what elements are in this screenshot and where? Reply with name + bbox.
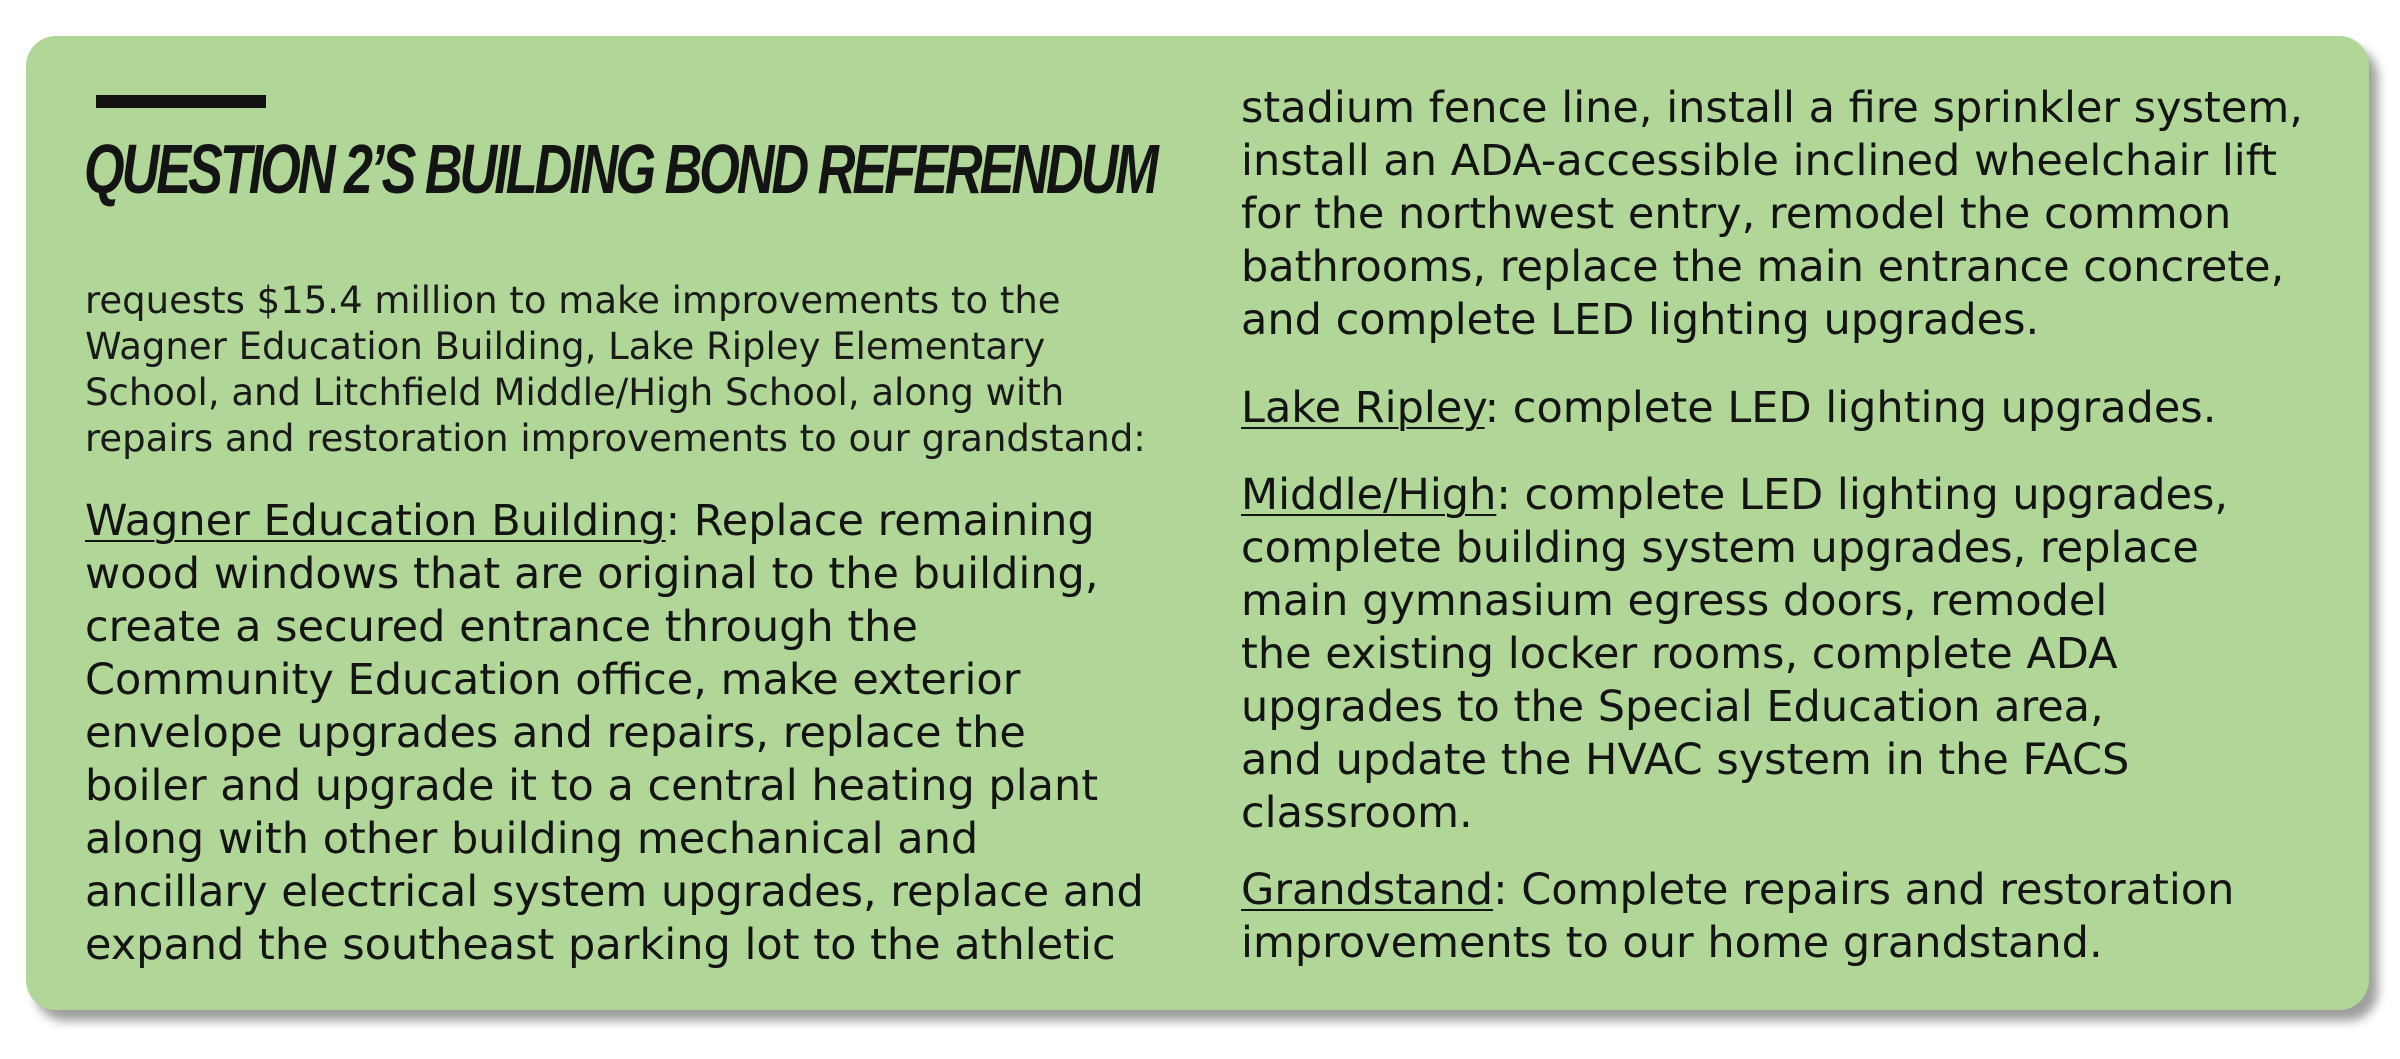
- wagner-line: create a secured entrance through the: [85, 602, 918, 652]
- wagner-line: envelope upgrades and repairs, replace the: [85, 708, 1026, 758]
- wagner-continued-line: stadium fence line, install a fire sprinkler system,: [1241, 83, 2303, 133]
- wagner-continued-line: bathrooms, replace the main entrance concrete,: [1241, 242, 2285, 292]
- intro-paragraph: [85, 278, 1265, 462]
- intro-line: Wagner Education Building, Lake Ripley Elementary: [85, 325, 1046, 368]
- wagner-paragraph: [85, 495, 1195, 972]
- middle-high-paragraph: [1241, 469, 2366, 840]
- middle-high-first-line: [1241, 469, 2366, 522]
- wagner-line: expand the southeast parking lot to the athletic: [85, 920, 1116, 970]
- grandstand-line: improvements to our home grandstand.: [1241, 918, 2103, 968]
- title-rule: [96, 95, 266, 108]
- wagner-line: Community Education office, make exterior: [85, 655, 1021, 705]
- grandstand-paragraph: [1241, 864, 2366, 970]
- page-title: QUESTION 2’S BUILDING BOND REFERENDUM: [84, 130, 1156, 208]
- lake-ripley-line: [1241, 382, 2366, 435]
- middle-high-line: classroom.: [1241, 788, 1473, 838]
- wagner-continued-paragraph: [1241, 82, 2366, 347]
- wagner-line: wood windows that are original to the building,: [85, 549, 1099, 599]
- wagner-continued-line: install an ADA-accessible inclined wheelchair lift: [1241, 136, 2277, 186]
- intro-line: School, and Litchfield Middle/High School, along with: [85, 371, 1065, 414]
- wagner-heading: Wagner Education Building: [85, 496, 666, 546]
- lake-ripley-text: : complete LED lighting upgrades.: [1484, 383, 2217, 433]
- middle-high-line: complete building system upgrades, replace: [1241, 523, 2199, 573]
- middle-high-line: main gymnasium egress doors, remodel: [1241, 576, 2108, 626]
- wagner-continued-line: for the northwest entry, remodel the common: [1241, 189, 2232, 239]
- middle-high-line: : complete LED lighting upgrades,: [1496, 470, 2229, 520]
- middle-high-line: the existing locker rooms, complete ADA: [1241, 629, 2118, 679]
- middle-high-line: upgrades to the Special Education area,: [1241, 682, 2104, 732]
- grandstand-first-line: [1241, 864, 2366, 917]
- wagner-first-line: [85, 495, 1195, 548]
- intro-line: requests $15.4 million to make improvements to the: [85, 279, 1061, 322]
- info-card: [26, 36, 2369, 1010]
- intro-line: repairs and restoration improvements to our grandstand:: [85, 417, 1146, 460]
- wagner-line: boiler and upgrade it to a central heating plant: [85, 761, 1099, 811]
- wagner-line: : Replace remaining: [665, 496, 1095, 546]
- right-column: [1241, 82, 2366, 970]
- wagner-line: ancillary electrical system upgrades, replace and: [85, 867, 1144, 917]
- middle-high-heading: Middle/High: [1241, 470, 1497, 520]
- wagner-continued-line: and complete LED lighting upgrades.: [1241, 295, 2040, 345]
- grandstand-line: : Complete repairs and restoration: [1493, 865, 2235, 915]
- wagner-line: along with other building mechanical and: [85, 814, 979, 864]
- middle-high-line: and update the HVAC system in the FACS: [1241, 735, 2130, 785]
- lake-ripley-heading: Lake Ripley: [1241, 383, 1485, 433]
- grandstand-heading: Grandstand: [1241, 865, 1494, 915]
- lake-ripley-paragraph: [1241, 382, 2366, 435]
